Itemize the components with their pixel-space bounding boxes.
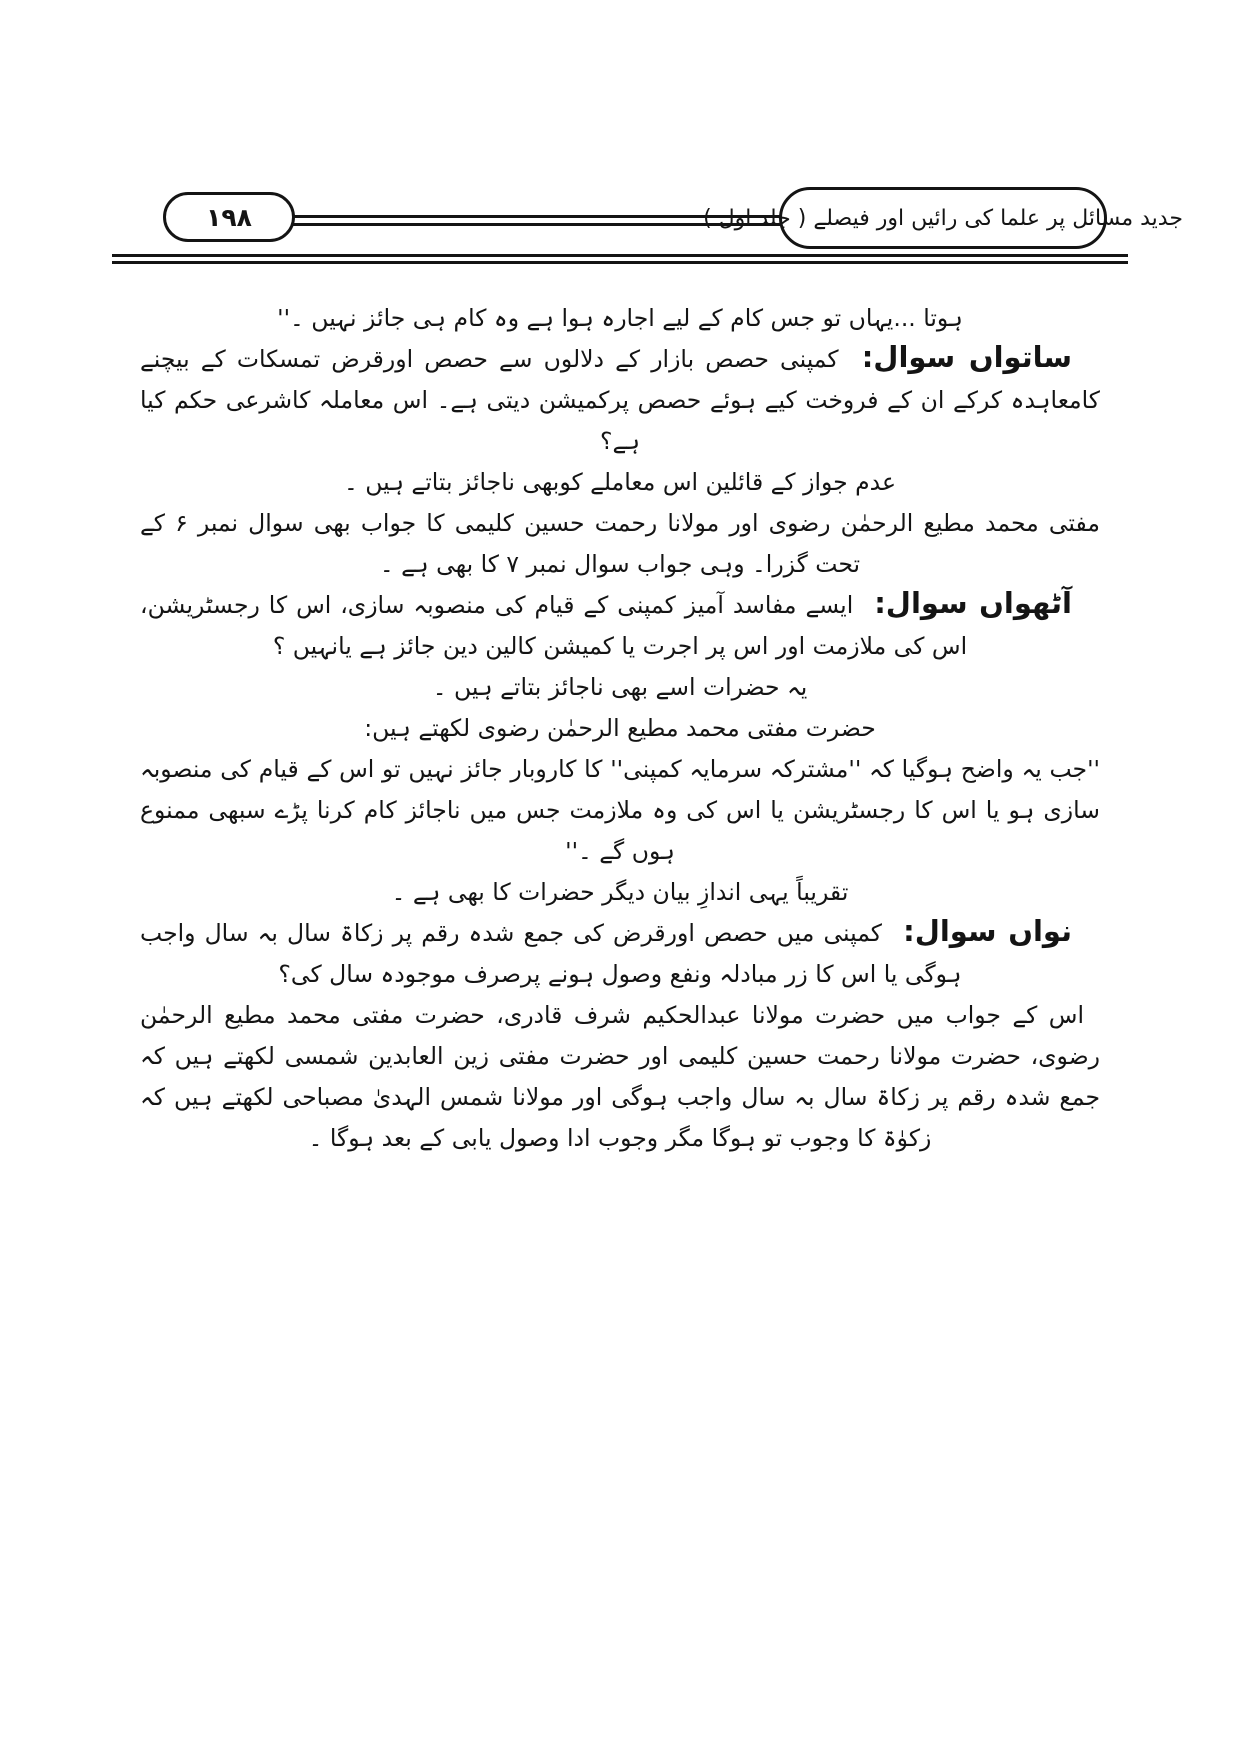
- paragraph-text: یہ حضرات اسے بھی ناجائز بتاتے ہیں ۔: [432, 673, 808, 701]
- question-9-heading: نواں سوال:: [903, 914, 1072, 948]
- page-header: [0, 182, 1240, 282]
- paragraph-quote: [140, 749, 1100, 872]
- paragraph-text: ایسے مفاسد آمیز کمپنی کے قیام کی منصوبہ سازی، اس کا رجسٹریشن، اس کی ملازمت اور اس پر اجرت یا کمیشن کالین دین جائز ہے یانہیں ؟: [140, 591, 968, 660]
- paragraph-question-9: [140, 913, 1100, 995]
- paragraph-text: مفتی محمد مطیع الرحمٰن رضوی اور مولانا رحمت حسین کلیمی کا جواب بھی سوال نمبر ۶ کے تحت گزرا۔ وہی جواب سوال نمبر ۷ کا بھی ہے ۔: [140, 509, 1100, 578]
- paragraph-note: [140, 503, 1100, 585]
- page-number-badge: [163, 192, 295, 242]
- paragraph-text: تقریباً یہی اندازِ بیان دیگر حضرات کا بھی ہے ۔: [391, 878, 849, 906]
- paragraph-text: اس کے جواب میں حضرت مولانا عبدالحکیم شرف قادری، حضرت مفتی محمد مطیع الرحمٰن رضوی، حضرت مولانا رحمت حسین کلیمی اور حضرت مفتی زین العابدین شمسی لکھتے ہیں کہ جمع شدہ رقم پر زکاۃ سال بہ سال واجب ہوگی اور مولانا شمس الہدیٰ مصباحی لکھتے ہیں کہ زکوٰۃ کا وجوب تو ہوگا مگر وجوب ادا وصول یابی کے بعد ہوگا ۔: [140, 1001, 1100, 1152]
- paragraph-note: [140, 708, 1100, 749]
- paragraph-text: حضرت مفتی محمد مطیع الرحمٰن رضوی لکھتے ہیں:: [364, 714, 876, 742]
- paragraph-text: ہوتا ...یہاں تو جس کام کے لیے اجارہ ہوا ہے وہ کام ہی جائز نہیں ۔'': [277, 304, 963, 332]
- paragraph-note: [140, 872, 1100, 913]
- paragraph-answer: [140, 995, 1100, 1159]
- question-8-heading: آٹھواں سوال:: [874, 586, 1072, 620]
- paragraph-note: [140, 667, 1100, 708]
- page-number: ۱۹۸: [206, 202, 252, 232]
- paragraph-text: کمپنی حصص بازار کے دلالوں سے حصص اورقرض تمسکات کے بیچنے کامعاہدہ کرکے ان کے فروخت کیے ہوئے حصص پرکمیشن دیتی ہے۔ اس معاملہ کاشرعی حکم کیا ہے؟: [140, 345, 1100, 455]
- paragraph-note: [140, 462, 1100, 503]
- question-7-heading: ساتواں سوال:: [861, 340, 1072, 374]
- book-title-box: [703, 187, 1183, 249]
- paragraph-text: عدم جواز کے قائلین اس معاملے کوبھی ناجائز بتاتے ہیں ۔: [343, 468, 897, 496]
- book-title: جدید مسائل پر علما کی رائیں اور فیصلے ( جلد اول ): [703, 205, 1183, 231]
- header-bottom-rule: [112, 254, 1128, 264]
- paragraph-question-8: [140, 585, 1100, 667]
- paragraph-question-7: [140, 339, 1100, 462]
- page-body-text: [140, 298, 1100, 1159]
- paragraph-continuation: [140, 298, 1100, 339]
- paragraph-text: ''جب یہ واضح ہوگیا کہ ''مشترکہ سرمایہ کمپنی'' کا کاروبار جائز نہیں تو اس کے قیام کی منصوبہ سازی ہو یا اس کا رجسٹریشن یا اس کی وہ ملازمت جس میں ناجائز کام کرنا پڑے سبھی ممنوع ہوں گے ۔'': [140, 755, 1100, 865]
- paragraph-text: کمپنی میں حصص اورقرض کی جمع شدہ رقم پر زکاۃ سال بہ سال واجب ہوگی یا اس کا زر مبادلہ ونفع وصول ہونے پرصرف موجودہ سال کی؟: [140, 919, 962, 988]
